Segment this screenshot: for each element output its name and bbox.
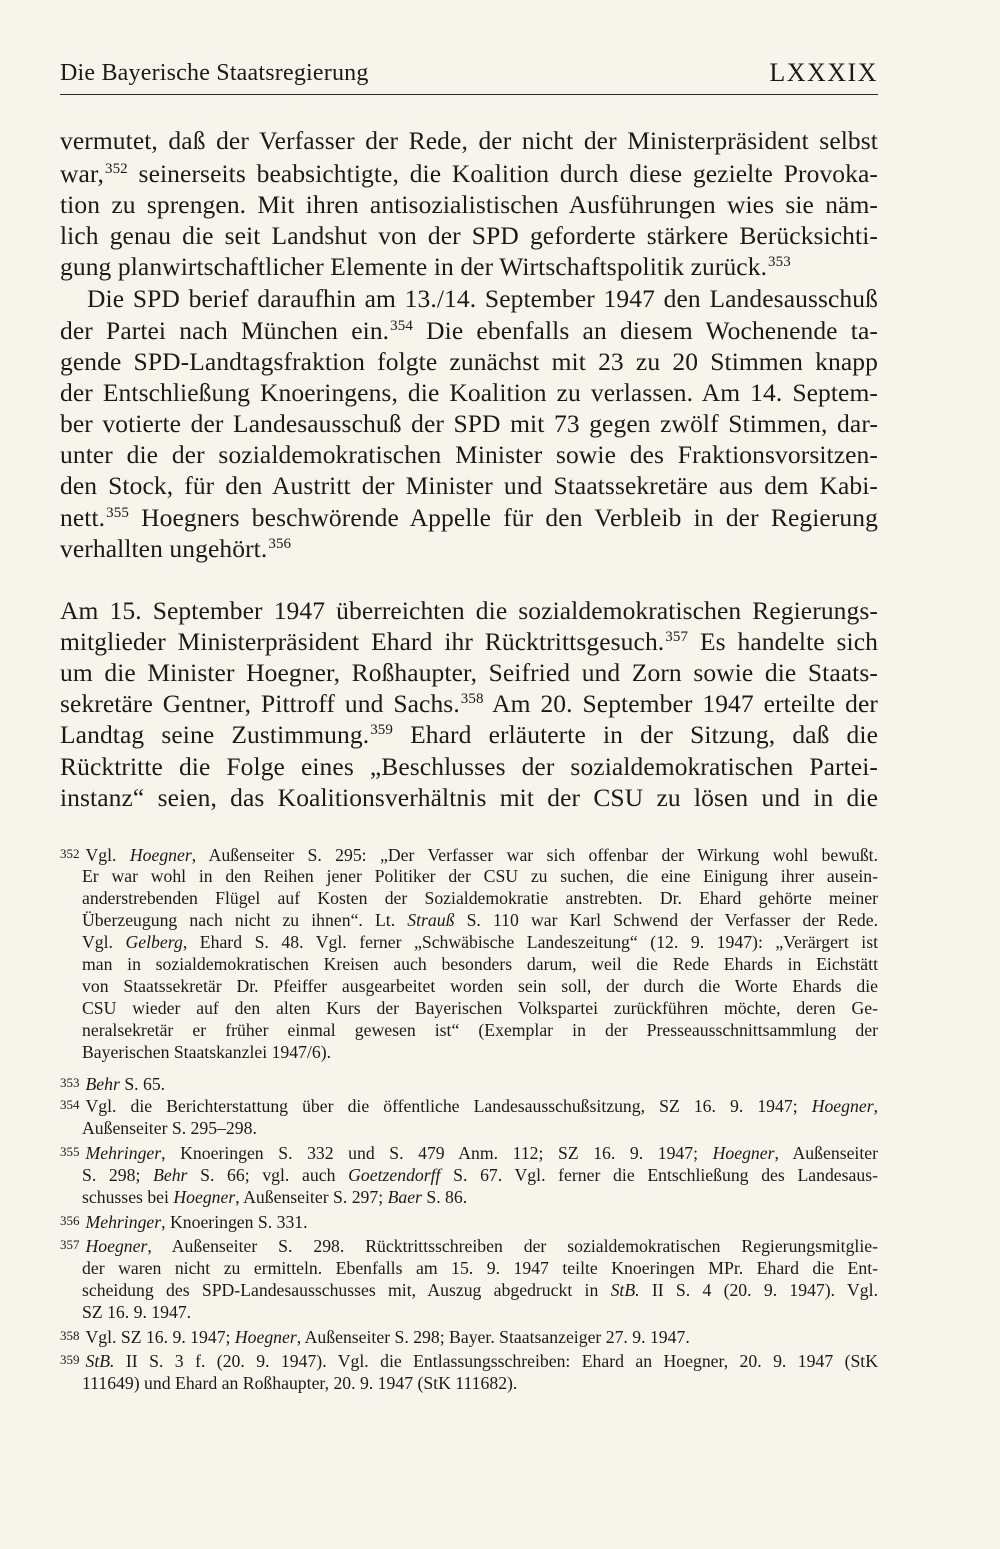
footnote-reference[interactable]: 353 — [768, 254, 791, 270]
footnote-text-run: II S. 3 f. (20. 9. 1947). Vgl. die Entlassungsschreiben: Ehard an Hoegner, 20. 9. 1947 (StK — [114, 1351, 878, 1371]
footnote — [60, 1074, 165, 1095]
body-text-run: Ehard erläuterte in der Sitzung, daß die — [393, 720, 879, 749]
footnote-text-run: , Knoeringen S. 331. — [161, 1212, 308, 1232]
cited-author: Gelberg — [125, 932, 183, 952]
cited-author: Hoegner — [234, 1327, 297, 1347]
body-text-run: ber votierte der Landesausschuß der SPD mit 73 gegen zwölf Stimmen, dar- — [60, 409, 878, 438]
body-line — [60, 221, 878, 251]
body-line — [60, 627, 878, 657]
body-text-run: vermutet, daß der Verfasser der Rede, der nicht der Ministerpräsident selbst — [60, 126, 878, 155]
footnote-text-run: CSU wieder auf den alten Kurs der Bayerischen Volkspartei zurückführen möchte, deren Ge- — [82, 998, 878, 1018]
footnote-text-run: S. 67. Vgl. ferner die Entschließung des Landesaus- — [440, 1165, 879, 1185]
footnote — [60, 1143, 878, 1164]
footnote-text-run: S. 298; — [82, 1165, 154, 1185]
footnote-number: 352 — [60, 846, 80, 861]
body-line — [60, 378, 878, 408]
footnote-number: 357 — [60, 1237, 80, 1252]
footnote-text-run: , Außenseiter S. 298. Rücktrittsschreiben der sozialdemokratischen Regierungsmitglie- — [147, 1236, 878, 1256]
cited-author: Baer — [387, 1187, 422, 1207]
body-line — [87, 284, 878, 314]
cited-author: Behr — [153, 1165, 188, 1185]
body-line — [60, 720, 878, 750]
body-text-run: mitglieder Ministerpräsident Ehard ihr Rücktrittsgesuch. — [60, 627, 665, 656]
footnote — [60, 1096, 878, 1117]
footnote-text-run: 111649) und Ehard an Roßhaupter, 20. 9. 1947 (StK 111682). — [82, 1373, 518, 1393]
footnote-text-run: von Staatssekretär Dr. Pfeiffer ausgearbeitet worden sein soll, der durch die Worte Ehards die — [82, 976, 878, 996]
footnote-number: 359 — [60, 1352, 80, 1367]
body-line — [60, 471, 878, 501]
body-text-run: verhallten ungehört. — [60, 534, 268, 563]
footnote — [60, 1351, 878, 1372]
cited-author: Hoegner — [811, 1096, 874, 1116]
footnote-continuation — [82, 1187, 467, 1208]
footnote-continuation — [82, 954, 878, 975]
footnote-number: 354 — [60, 1097, 80, 1112]
footnote-text-run: Vgl. SZ 16. 9. 1947; — [85, 1327, 235, 1347]
footnote-text-run: Außenseiter S. 295–298. — [82, 1118, 257, 1138]
footnote-continuation — [82, 1280, 878, 1301]
body-text-run: Rücktritte die Folge eines „Beschlusses der sozialdemokratischen Partei- — [60, 752, 878, 781]
footnote-text-run: schusses bei — [82, 1187, 174, 1207]
body-text-run: tion zu sprengen. Mit ihren antisozialistischen Ausführungen wies sie näm- — [60, 190, 878, 219]
page-number: LXXXIX — [769, 58, 878, 87]
footnote-continuation — [82, 998, 878, 1019]
footnote-text-run: Vgl. — [85, 845, 130, 865]
cited-author: Mehringer — [85, 1212, 162, 1232]
footnote-reference[interactable]: 357 — [665, 629, 689, 645]
footnote-reference[interactable]: 354 — [390, 318, 413, 334]
footnote — [60, 1236, 878, 1257]
cited-author: StB. — [85, 1351, 115, 1371]
body-line — [60, 252, 791, 282]
body-text-run: nett. — [60, 503, 106, 532]
footnote-reference[interactable]: 356 — [268, 536, 292, 552]
running-title: Die Bayerische Staatsregierung — [60, 60, 369, 86]
footnote-text-run: anderstrebenden Flügel auf Kosten der Sozialdemokratie anstrebten. Dr. Ehard gehörte meiner — [82, 888, 878, 908]
footnote-number: 353 — [60, 1075, 80, 1090]
footnote — [60, 1212, 308, 1233]
footnote-text-run: S. 86. — [421, 1187, 468, 1207]
body-line — [60, 783, 878, 813]
cited-author: Goetzendorff — [348, 1165, 441, 1185]
footnote-continuation — [82, 888, 878, 909]
footnote-text-run: S. 65. — [119, 1074, 166, 1094]
footnote-reference[interactable]: 359 — [370, 722, 393, 738]
footnote-text-run: , — [873, 1096, 878, 1116]
cited-author: Hoegner — [129, 845, 192, 865]
footnote-continuation — [82, 1373, 517, 1394]
body-text-run: war, — [60, 159, 104, 188]
footnote-continuation — [82, 1165, 878, 1186]
body-text-run: Am 15. September 1947 überreichten die sozialdemokratischen Regierungs- — [60, 596, 878, 625]
footnote-text-run: , Knoeringen S. 332 und S. 479 Anm. 112; SZ 16. 9. 1947; — [161, 1143, 713, 1163]
footnote — [60, 845, 878, 866]
cited-author: Hoegner — [85, 1236, 148, 1256]
cited-author: Hoegner — [173, 1187, 236, 1207]
footnote-number: 358 — [60, 1328, 80, 1343]
footnote-continuation — [82, 1042, 331, 1063]
footnote-text-run: S. 110 war Karl Schwend der Verfasser der Rede. — [454, 910, 878, 930]
footnote-text-run: Überzeugung nach nicht zu ihnen“. Lt. — [82, 910, 408, 930]
body-text-run: Landtag seine Zustimmung. — [60, 720, 370, 749]
body-line — [60, 347, 878, 377]
footnote-continuation — [82, 932, 878, 953]
body-text-run: den Stock, für den Austritt der Minister und Staatssekretäre aus dem Kabi- — [60, 471, 878, 500]
footnote-text-run: Vgl. — [82, 932, 126, 952]
cited-author: StB. — [610, 1280, 640, 1300]
body-line — [60, 316, 878, 346]
body-text-run: lich genau die seit Landshut von der SPD geforderte stärkere Berücksichti- — [60, 221, 878, 250]
body-text-run: Die ebenfalls an diesem Wochenende ta- — [412, 316, 878, 345]
footnote-text-run: II S. 4 (20. 9. 1947). Vgl. — [639, 1280, 878, 1300]
footnote-continuation — [82, 910, 878, 931]
footnote-continuation — [82, 1302, 191, 1323]
body-line — [60, 503, 878, 533]
body-line — [60, 440, 878, 470]
body-text-run: Am 20. September 1947 erteilte der — [483, 689, 878, 718]
footnote-reference[interactable]: 358 — [460, 691, 484, 707]
body-text-run: instanz“ seien, das Koalitionsverhältnis mit der CSU zu lösen und in die — [60, 783, 878, 812]
body-text-run: Es handelte sich — [688, 627, 879, 656]
body-line — [60, 190, 878, 220]
footnote-text-run: S. 66; vgl. auch — [187, 1165, 349, 1185]
body-line — [60, 752, 878, 782]
footnote-text-run: , Außenseiter S. 298; Bayer. Staatsanzeiger 27. 9. 1947. — [296, 1327, 690, 1347]
body-text-run: unter die der sozialdemokratischen Minister sowie des Fraktionsvorsitzen- — [60, 440, 878, 469]
footnote-number: 356 — [60, 1213, 80, 1228]
footnote-continuation — [82, 1118, 257, 1139]
running-head — [60, 58, 878, 95]
footnote-continuation — [82, 976, 878, 997]
body-line — [60, 159, 878, 189]
body-text-run: Die SPD berief daraufhin am 13./14. September 1947 den Landesausschuß — [87, 284, 878, 313]
body-line — [60, 596, 878, 626]
body-text-run: Hoegners beschwörende Appelle für den Verbleib in der Regierung — [128, 503, 878, 532]
body-text-run: gung planwirtschaftlicher Elemente in der Wirtschaftspolitik zurück. — [60, 252, 768, 281]
footnote-text-run: scheidung des SPD-Landesausschusses mit, Auszug abgedruckt in — [82, 1280, 611, 1300]
cited-author: Mehringer — [85, 1143, 162, 1163]
footnote-text-run: , Außenseiter S. 295: „Der Verfasser war sich offenbar der Wirkung wohl bewußt. — [191, 845, 879, 865]
cited-author: Strauß — [407, 910, 455, 930]
footnote-continuation — [82, 1258, 878, 1279]
body-line — [60, 126, 878, 156]
footnote-text-run: Bayerischen Staatskanzlei 1947/6). — [82, 1042, 332, 1062]
footnote-text-run: , Ehard S. 48. Vgl. ferner „Schwäbische Landeszeitung“ (12. 9. 1947): „Verärgert ist — [182, 932, 879, 952]
body-line — [60, 409, 878, 439]
body-text-run: der Entschließung Knoeringens, die Koalition zu verlassen. Am 14. Septem- — [60, 378, 878, 407]
footnote-continuation — [82, 1020, 878, 1041]
footnote-reference[interactable]: 355 — [106, 505, 129, 521]
body-text-run: gende SPD-Landtagsfraktion folgte zunächst mit 23 zu 20 Stimmen knapp — [60, 347, 878, 376]
footnote-text-run: , Außenseiter S. 297; — [235, 1187, 388, 1207]
footnote-text-run: man in sozialdemokratischen Kreisen auch besonders darum, weil die Rede Ehards in Eichstätt — [82, 954, 878, 974]
body-text-run: der Partei nach München ein. — [60, 316, 390, 345]
footnote-text-run: neralsekretär er früher einmal gewesen ist“ (Exemplar in der Presseausschnittsammlung der — [82, 1020, 878, 1040]
footnote-text-run: SZ 16. 9. 1947. — [82, 1302, 192, 1322]
cited-author: Behr — [85, 1074, 120, 1094]
cited-author: Hoegner — [712, 1143, 775, 1163]
footnote-text-run: Vgl. die Berichterstattung über die öffentliche Landesausschußsitzung, SZ 16. 9. 1947; — [85, 1096, 812, 1116]
body-line — [60, 658, 878, 688]
body-text-run: um die Minister Hoegner, Roßhaupter, Seifried und Zorn sowie die Staats- — [60, 658, 878, 687]
body-line — [60, 689, 878, 719]
footnote-text-run: der waren nicht zu ermitteln. Ebenfalls am 15. 9. 1947 teilte Knoeringen MPr. Ehard die Ent- — [82, 1258, 878, 1278]
footnote-continuation — [82, 866, 878, 887]
body-text-run: sekretäre Gentner, Pittroff und Sachs. — [60, 689, 460, 718]
footnote — [60, 1327, 690, 1348]
body-line — [60, 534, 291, 564]
footnote-number: 355 — [60, 1144, 80, 1159]
footnote-text-run: , Außenseiter — [774, 1143, 878, 1163]
body-text-run: seinerseits beabsichtigte, die Koalition durch diese gezielte Provoka- — [127, 159, 878, 188]
footnote-reference[interactable]: 352 — [104, 161, 128, 177]
footnote-text-run: Er war wohl in den Reihen jener Politiker der CSU zu suchen, die eine Einigung ihrer ausein- — [82, 866, 878, 886]
